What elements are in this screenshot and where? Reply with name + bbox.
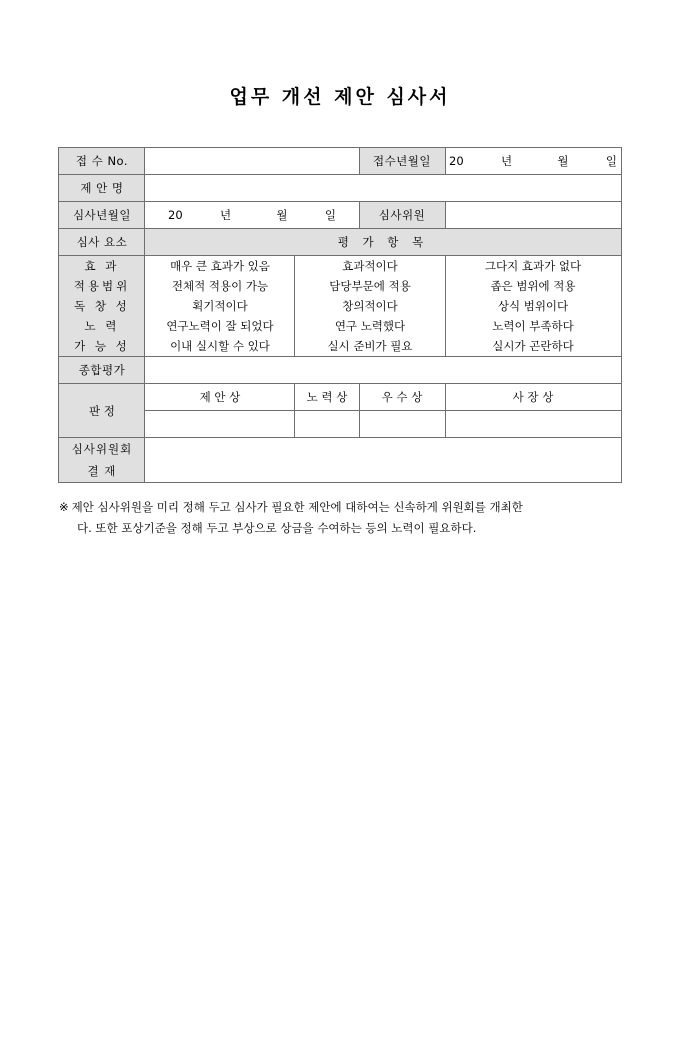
award-header-2: 우 수 상 bbox=[359, 384, 445, 411]
option-2-1: 담당부문에 적용 bbox=[329, 279, 411, 293]
option-1-1: 전체적 적용이 가능 bbox=[171, 279, 269, 293]
judgement-label: 판 정 bbox=[59, 384, 145, 438]
option-2-0: 효과적이다 bbox=[342, 259, 398, 273]
receipt-date-month-unit: 월 bbox=[557, 154, 569, 168]
option-2-2: 창의적이다 bbox=[342, 299, 398, 313]
option-1-0: 매우 큰 효과가 있음 bbox=[170, 259, 270, 273]
overall-label: 종합평가 bbox=[59, 357, 145, 384]
criteria-name-0: 효 과 bbox=[84, 259, 120, 273]
option-column-1[interactable] bbox=[145, 256, 295, 357]
proposal-name-value[interactable] bbox=[145, 175, 621, 202]
review-date-label: 심사년월일 bbox=[59, 202, 145, 229]
receipt-date-year-unit: 년 bbox=[501, 154, 513, 168]
criteria-name-3: 노 력 bbox=[84, 319, 120, 333]
receipt-no-value[interactable] bbox=[145, 148, 359, 175]
overall-value[interactable] bbox=[145, 357, 621, 384]
award-header-1: 노 력 상 bbox=[295, 384, 359, 411]
award-value-2[interactable] bbox=[359, 411, 445, 438]
option-column-3[interactable] bbox=[445, 256, 621, 357]
option-3-2: 상식 범위이다 bbox=[497, 299, 569, 313]
criteria-header: 심사 요소 bbox=[59, 229, 145, 256]
review-date-month-unit: 월 bbox=[276, 208, 288, 222]
committee-value[interactable] bbox=[145, 438, 621, 483]
review-date-day-unit: 일 bbox=[324, 208, 336, 222]
table-row-committee bbox=[59, 438, 621, 483]
table-row-review-date bbox=[59, 202, 621, 229]
table-row-overall bbox=[59, 357, 621, 384]
committee-label-line2: 결 재 bbox=[87, 464, 117, 478]
footnote-line1: 제안 심사위원을 미리 정해 두고 심사가 필요한 제안에 대하여는 신속하게 위원회를 개최한 bbox=[71, 500, 523, 514]
option-3-4: 실시가 곤란하다 bbox=[492, 339, 574, 353]
receipt-date-label: 접수년월일 bbox=[359, 148, 445, 175]
table-row-criteria-block bbox=[59, 256, 621, 357]
option-3-0: 그다지 효과가 없다 bbox=[484, 259, 582, 273]
footnote bbox=[59, 497, 621, 539]
receipt-date-year: 20 bbox=[449, 154, 464, 168]
reviewer-value[interactable] bbox=[445, 202, 621, 229]
footnote-line2: 다. 또한 포상기준을 정해 두고 부상으로 상금을 수여하는 등의 노력이 필요하다. bbox=[77, 521, 477, 535]
option-3-3: 노력이 부족하다 bbox=[492, 319, 574, 333]
award-value-0[interactable] bbox=[145, 411, 295, 438]
criteria-name-2: 독 창 성 bbox=[74, 299, 130, 313]
review-date-year-unit: 년 bbox=[219, 208, 232, 222]
option-3-1: 좁은 범위에 적용 bbox=[490, 279, 576, 293]
option-1-2: 획기적이다 bbox=[192, 299, 248, 313]
award-value-1[interactable] bbox=[295, 411, 359, 438]
receipt-no-label: 접 수 No. bbox=[59, 148, 145, 175]
review-form-table bbox=[58, 147, 621, 483]
receipt-date-value[interactable] bbox=[445, 148, 621, 175]
award-header-0: 제 안 상 bbox=[145, 384, 295, 411]
table-row-receipt bbox=[59, 148, 621, 175]
review-date-value[interactable] bbox=[145, 202, 359, 229]
option-column-2[interactable] bbox=[295, 256, 445, 357]
review-date-year: 20 bbox=[168, 208, 183, 222]
award-header-3: 사 장 상 bbox=[445, 384, 621, 411]
table-row-proposal-name bbox=[59, 175, 621, 202]
option-1-4: 이내 실시할 수 있다 bbox=[170, 339, 270, 353]
evaluation-header: 평 가 항 목 bbox=[145, 229, 621, 256]
option-2-4: 실시 준비가 필요 bbox=[327, 339, 413, 353]
criteria-name-list bbox=[59, 256, 145, 357]
reviewer-label: 심사위원 bbox=[359, 202, 445, 229]
table-row-award-headers bbox=[59, 384, 621, 411]
option-1-3: 연구노력이 잘 되었다 bbox=[166, 319, 274, 333]
table-row-evaluation-header bbox=[59, 229, 621, 256]
footnote-mark: ※ bbox=[59, 500, 69, 514]
committee-label bbox=[59, 438, 145, 483]
receipt-date-day-unit: 일 bbox=[605, 154, 617, 168]
option-2-3: 연구 노력했다 bbox=[334, 319, 406, 333]
award-value-3[interactable] bbox=[445, 411, 621, 438]
page-title: 업무 개선 제안 심사서 bbox=[229, 86, 451, 108]
proposal-name-label: 제 안 명 bbox=[59, 175, 145, 202]
criteria-name-4: 가 능 성 bbox=[74, 339, 130, 353]
document-page bbox=[0, 82, 680, 1044]
criteria-name-1: 적용범위 bbox=[73, 279, 131, 293]
committee-label-line1: 심사위원회 bbox=[71, 442, 133, 456]
